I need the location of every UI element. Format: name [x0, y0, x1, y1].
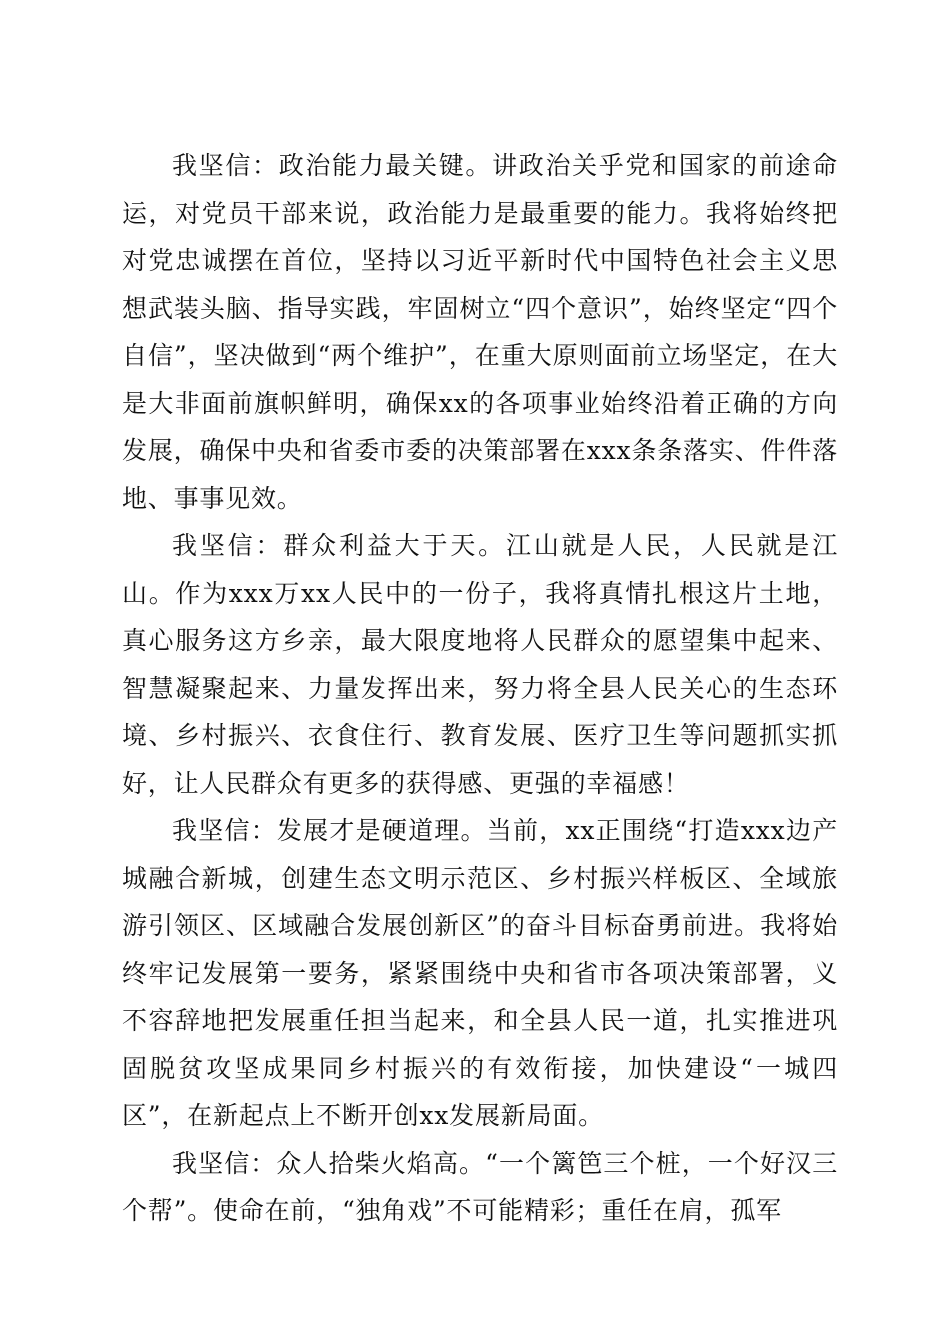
paragraph-teamwork: 我坚信：众人拾柴火焰高。“一个篱笆三个桩，一个好汉三个帮”。使命在前，“独角戏”不可能精彩；重任在肩，孤军	[122, 1148, 838, 1225]
document-body	[122, 142, 838, 1235]
paragraph-political-ability: 我坚信：政治能力最关键。讲政治关乎党和国家的前途命运，对党员干部来说，政治能力是最重要的能力。我将始终把对党忠诚摆在首位，坚持以习近平新时代中国特色社会主义思想武装头脑、指导实践，牢固树立“四个意识”，始终坚定“四个自信”，坚决做到“两个维护”，在重大原则面前立场坚定，在大是大非面前旗帜鲜明，确保xx的各项事业始终沿着正确的方向发展，确保中央和省委市委的决策部署在xxx条条落实、件件落地、事事见效。	[122, 151, 838, 513]
paragraph-people-interest: 我坚信：群众利益大于天。江山就是人民，人民就是江山。作为xxx万xx人民中的一份子，我将真情扎根这片土地，真心服务这方乡亲，最大限度地将人民群众的愿望集中起来、智慧凝聚起来、力量发挥出来，努力将全县人民关心的生态环境、乡村振兴、衣食住行、教育发展、医疗卫生等问题抓实抓好，让人民群众有更多的获得感、更强的幸福感！	[122, 531, 838, 798]
paragraph-development: 我坚信：发展才是硬道理。当前，xx正围绕“打造xxx边产城融合新城，创建生态文明示范区、乡村振兴样板区、全域旅游引领区、区域融合发展创新区”的奋斗目标奋勇前进。我将始终牢记发展第一要务，紧紧围绕中央和省市各项决策部署，义不容辞地把发展重任担当起来，和全县人民一道，扎实推进巩固脱贫攻坚成果同乡村振兴的有效衔接，加快建设“一城四区”，在新起点上不断开创xx发展新局面。	[122, 816, 838, 1130]
